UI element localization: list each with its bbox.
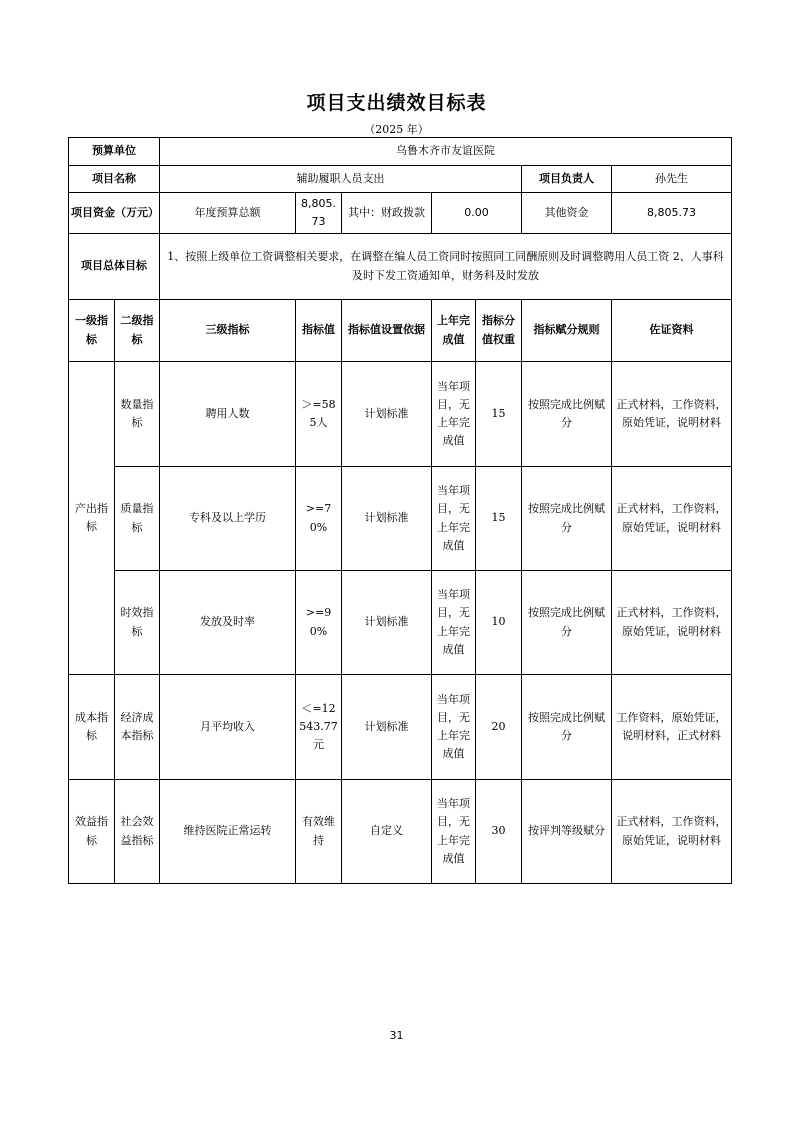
row-goal — [69, 234, 732, 300]
unit-value: 乌鲁木齐市友谊医院 — [160, 138, 732, 166]
basis-cell: 计划标准 — [342, 467, 432, 571]
fiscal-label: 其中：财政拨款 — [342, 193, 432, 234]
col-rule: 指标赋分规则 — [522, 300, 612, 362]
other-value: 8,805.73 — [612, 193, 732, 234]
col-level2: 二级指标 — [115, 300, 160, 362]
year-label: （2025 年） — [364, 123, 429, 136]
level3-cell: 聘用人数 — [160, 362, 296, 467]
col-last: 上年完成值 — [432, 300, 476, 362]
level1-cell: 效益指标 — [69, 780, 115, 884]
name-value: 辅助履职人员支出 — [160, 166, 522, 193]
weight-cell: 15 — [476, 362, 522, 467]
level3-cell: 发放及时率 — [160, 571, 296, 675]
value-cell: ＜=12543.77元 — [296, 675, 342, 780]
column-header-row — [69, 300, 732, 362]
level2-cell: 数量指标 — [115, 362, 160, 467]
value-cell: >=90% — [296, 571, 342, 675]
goal-value: 1、按照上级单位工资调整相关要求，在调整在编人员工资同时按照同工同酬原则及时调整聘用人员工资 2、人事科及时下发工资通知单，财务科及时发放 — [160, 234, 732, 300]
level2-cell: 经济成本指标 — [115, 675, 160, 780]
fiscal-value: 0.00 — [432, 193, 522, 234]
rule-cell: 按照完成比例赋分 — [522, 571, 612, 675]
col-basis: 指标值设置依据 — [342, 300, 432, 362]
evidence-cell: 正式材料，工作资料，原始凭证，说明材料 — [612, 571, 732, 675]
page-number: 31 — [389, 1029, 404, 1042]
value-cell: 有效维持 — [296, 780, 342, 884]
evidence-cell: 正式材料，工作资料，原始凭证，说明材料 — [612, 780, 732, 884]
basis-cell: 计划标准 — [342, 675, 432, 780]
table-row — [69, 571, 732, 675]
table-row — [69, 780, 732, 884]
col-level3: 三级指标 — [160, 300, 296, 362]
level3-cell: 月平均收入 — [160, 675, 296, 780]
last-cell: 当年项目，无上年完成值 — [432, 571, 476, 675]
rule-cell: 按照完成比例赋分 — [522, 675, 612, 780]
level2-cell: 社会效益指标 — [115, 780, 160, 884]
rule-cell: 按照完成比例赋分 — [522, 467, 612, 571]
level3-cell: 专科及以上学历 — [160, 467, 296, 571]
leader-value: 孙先生 — [612, 166, 732, 193]
last-cell: 当年项目，无上年完成值 — [432, 362, 476, 467]
level2-cell: 质量指标 — [115, 467, 160, 571]
value-cell: >=70% — [296, 467, 342, 571]
last-cell: 当年项目，无上年完成值 — [432, 675, 476, 780]
col-evidence: 佐证资料 — [612, 300, 732, 362]
weight-cell: 20 — [476, 675, 522, 780]
name-label: 项目名称 — [69, 166, 160, 193]
annual-label: 年度预算总额 — [160, 193, 296, 234]
weight-cell: 10 — [476, 571, 522, 675]
table-row — [69, 362, 732, 467]
level2-cell: 时效指标 — [115, 571, 160, 675]
annual-value: 8,805.73 — [296, 193, 342, 234]
table-row — [69, 467, 732, 571]
evidence-cell: 正式材料，工作资料，原始凭证，说明材料 — [612, 467, 732, 571]
level1-cell: 产出指标 — [69, 362, 115, 675]
rule-cell: 按评判等级赋分 — [522, 780, 612, 884]
col-level1: 一级指标 — [69, 300, 115, 362]
row-fund — [69, 193, 732, 234]
evidence-cell: 正式材料，工作资料，原始凭证，说明材料 — [612, 362, 732, 467]
goal-label: 项目总体目标 — [69, 234, 160, 300]
leader-label: 项目负责人 — [522, 166, 612, 193]
weight-cell: 30 — [476, 780, 522, 884]
basis-cell: 计划标准 — [342, 571, 432, 675]
table-row — [69, 675, 732, 780]
basis-cell: 自定义 — [342, 780, 432, 884]
row-project-name — [69, 166, 732, 193]
col-value: 指标值 — [296, 300, 342, 362]
level1-cell: 成本指标 — [69, 675, 115, 780]
col-weight: 指标分值权重 — [476, 300, 522, 362]
basis-cell: 计划标准 — [342, 362, 432, 467]
value-cell: ＞=585人 — [296, 362, 342, 467]
unit-label: 预算单位 — [69, 138, 160, 166]
other-label: 其他资金 — [522, 193, 612, 234]
rule-cell: 按照完成比例赋分 — [522, 362, 612, 467]
evidence-cell: 工作资料，原始凭证，说明材料，正式材料 — [612, 675, 732, 780]
performance-table — [68, 137, 732, 884]
row-unit — [69, 138, 732, 166]
last-cell: 当年项目，无上年完成值 — [432, 467, 476, 571]
page-title: 项目支出绩效目标表 — [306, 92, 487, 114]
last-cell: 当年项目，无上年完成值 — [432, 780, 476, 884]
level3-cell: 维持医院正常运转 — [160, 780, 296, 884]
fund-label: 项目资金（万元） — [69, 193, 160, 234]
weight-cell: 15 — [476, 467, 522, 571]
